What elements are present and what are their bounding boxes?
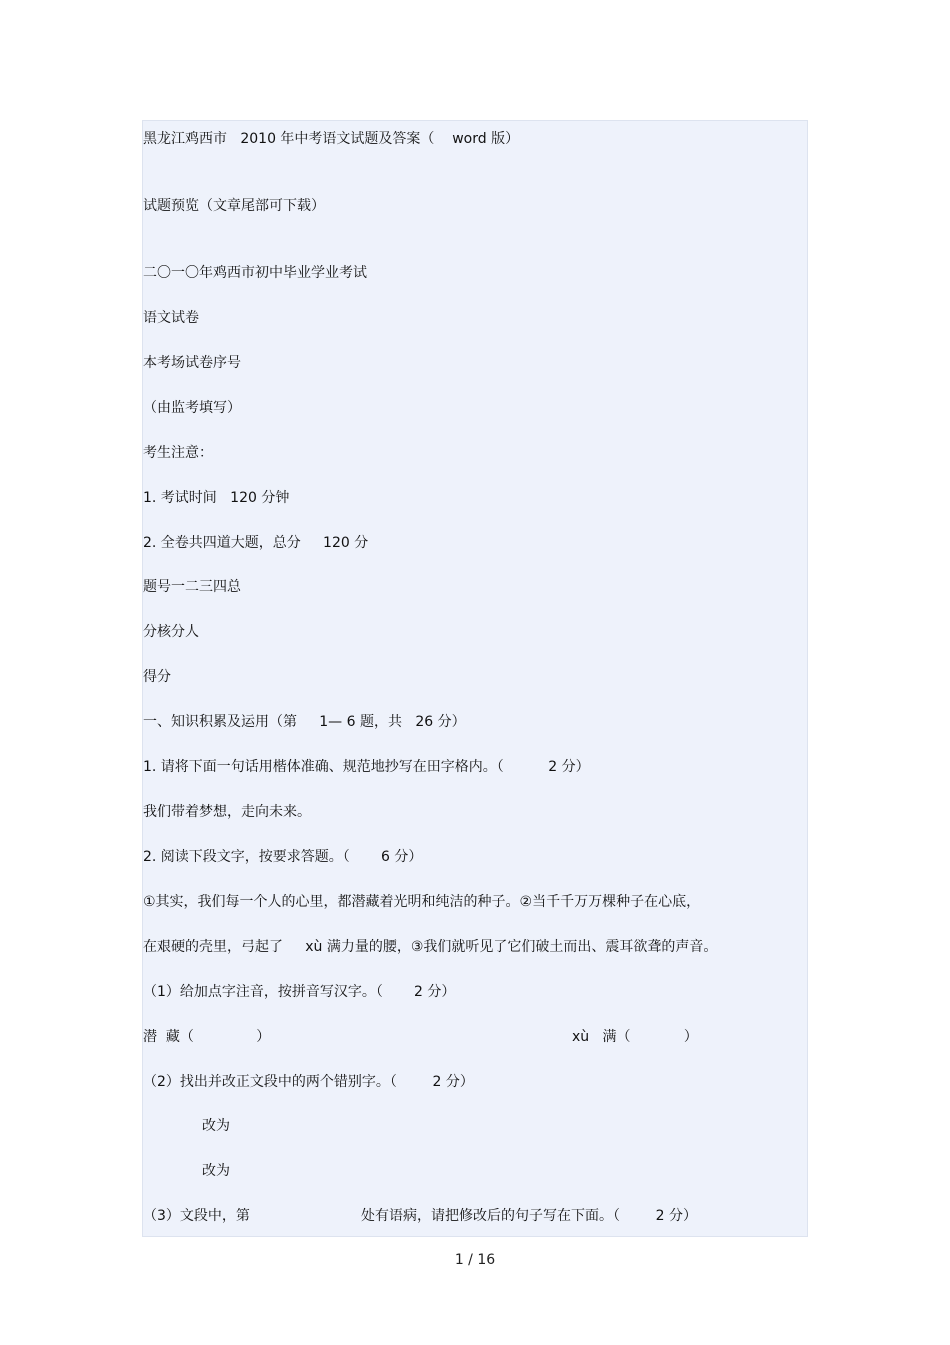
notice-item-1: 1. 考试时间 120 分钟: [143, 490, 290, 506]
notice-item-2: 2. 全卷共四道大题，总分 120 分: [143, 535, 369, 551]
correction-blank: 改为: [202, 1163, 230, 1179]
question-2-sub-2: （2）找出并改正文段中的两个错别字。（ 2 分）: [143, 1074, 474, 1090]
score-table-header: 题号一二三四总: [143, 579, 241, 595]
question-2-sub-3: （3）文段中，第: [143, 1208, 250, 1224]
answer-blank-hanzi: xù 满（ ）: [572, 1029, 698, 1045]
page-number: 1 / 16: [454, 1252, 496, 1268]
seat-note: （由监考填写）: [143, 400, 241, 416]
question-2-sub-1: （1）给加点字注音，按拼音写汉字。（ 2 分）: [143, 984, 456, 1000]
score-table-row: 分核分人: [143, 624, 199, 640]
question-2-passage: ①其实，我们每一个人的心里，都潜藏着光明和纯洁的种子。②当千千万万棵种子在心底，: [143, 894, 701, 910]
answer-blank-pinyin: 潜 藏（ ）: [143, 1029, 271, 1045]
paper-name: 语文试卷: [143, 310, 199, 326]
seat-label: 本考场试卷序号: [143, 355, 241, 371]
document-title: 黑龙江鸡西市 2010 年中考语文试题及答案（ word 版）: [143, 131, 520, 147]
question-2-sub-3-tail: 处有语病，请把修改后的句子写在下面。（ 2 分）: [361, 1208, 697, 1224]
question-2-passage: 在艰硬的壳里，弓起了 xù 满力量的腰，③我们就听见了它们破土而出、震耳欲聋的声音。: [143, 939, 718, 955]
question-1-text: 我们带着梦想，走向未来。: [143, 804, 311, 820]
section-heading: 一、知识积累及运用（第 1— 6 题，共 26 分）: [143, 714, 466, 730]
document-page-area: [142, 120, 808, 1237]
preview-note: 试题预览（文章尾部可下载）: [143, 198, 325, 214]
score-table-row: 得分: [143, 669, 171, 685]
question-2: 2. 阅读下段文字，按要求答题。（ 6 分）: [143, 849, 423, 865]
exam-name: 二〇一〇年鸡西市初中毕业学业考试: [143, 265, 367, 281]
notice-heading: 考生注意：: [143, 445, 213, 461]
question-1: 1. 请将下面一句话用楷体准确、规范地抄写在田字格内。（ 2 分）: [143, 759, 590, 775]
correction-blank: 改为: [202, 1118, 230, 1134]
